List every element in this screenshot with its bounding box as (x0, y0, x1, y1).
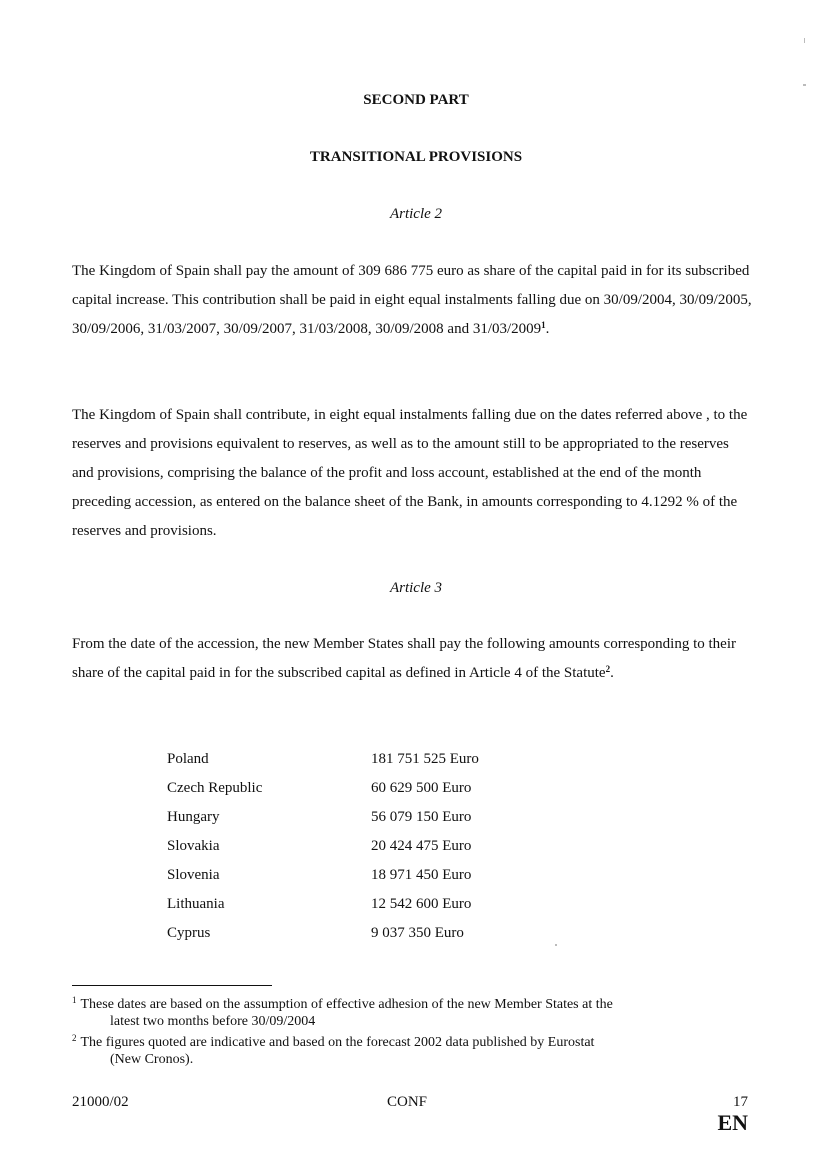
footnote-2-line-2: (New Cronos). (110, 1052, 194, 1067)
country-name: Slovakia (167, 838, 220, 854)
scan-speck (804, 38, 805, 43)
country-name: Cyprus (167, 925, 211, 941)
article-3-heading: Article 3 (389, 580, 443, 596)
country-amount: 181 751 525 Euro (371, 751, 479, 767)
footnote-1 (72, 996, 752, 1030)
footnote-2-line-1: The figures quoted are indicative and based on the forecast 2002 data published by Eurostat (80, 1035, 595, 1050)
article-2-paragraph-2: The Kingdom of Spain shall contribute, in eight equal instalments falling due on the dates referred above , to the reserves and provisions equivalent to reserves, as well as to the amount still to be appropriated to the reserves and provisions, comprising the balance of the profit and loss account, established at the end of the month preceding accession, as entered on the balance sheet of the Bank, in amounts corresponding to 4.1292 % of the reserves and provisions. (72, 407, 748, 539)
country-amount: 60 629 500 Euro (371, 780, 472, 796)
article-3-paragraph (72, 630, 752, 688)
footnote-1-line-1: These dates are based on the assumption of effective adhesion of the new Member States at the (80, 997, 613, 1012)
article-2-heading: Article 2 (389, 206, 443, 222)
classification-label: CONF (387, 1094, 428, 1110)
document-number: 21000/02 (72, 1094, 129, 1110)
language-code: EN (717, 1110, 748, 1135)
country-name: Lithuania (167, 896, 225, 912)
scan-speck (555, 944, 557, 946)
footnote-2-mark: 2 (72, 1033, 77, 1043)
scan-speck (803, 84, 806, 86)
footnote-divider (72, 985, 272, 986)
section-title: TRANSITIONAL PROVISIONS (309, 149, 523, 165)
country-amount: 20 424 475 Euro (371, 838, 472, 854)
page-number: 17 (733, 1094, 748, 1110)
country-amount: 18 971 450 Euro (371, 867, 472, 883)
footnote-1-line-2: latest two months before 30/09/2004 (110, 1014, 316, 1029)
article-2-paragraph-1-text: The Kingdom of Spain shall pay the amount of 309 686 775 euro as share of the capital paid in for its subscribed capital increase. This contribution shall be paid in eight equal instalments falling due on 30/09/2004, 30/09/2005, 30/09/2006, 31/03/2007, 30/09/2007, 31/03/2008, 30/09/2008 and 31/03/2009 (72, 263, 752, 337)
country-amount: 9 037 350 Euro (371, 925, 464, 941)
footnote-ref-1: 1 (541, 320, 546, 330)
article-3-paragraph-text: From the date of the accession, the new Member States shall pay the following amounts corresponding to their share of the capital paid in for the subscribed capital as defined in Article 4 of the Statute (72, 636, 737, 681)
country-name: Slovenia (167, 867, 220, 883)
country-name: Czech Republic (167, 780, 263, 796)
article-2-paragraph-1 (72, 257, 752, 344)
footnote-2 (72, 1034, 752, 1068)
country-name: Poland (167, 751, 209, 767)
footnote-1-mark: 1 (72, 995, 77, 1005)
country-name: Hungary (167, 809, 220, 825)
country-amount: 12 542 600 Euro (371, 896, 472, 912)
article-3-paragraph-end: . (610, 665, 614, 681)
footnote-ref-2: 2 (605, 664, 611, 674)
part-title: SECOND PART (363, 92, 469, 108)
country-amount: 56 079 150 Euro (371, 809, 472, 825)
article-2-paragraph-1-end: . (545, 321, 550, 337)
